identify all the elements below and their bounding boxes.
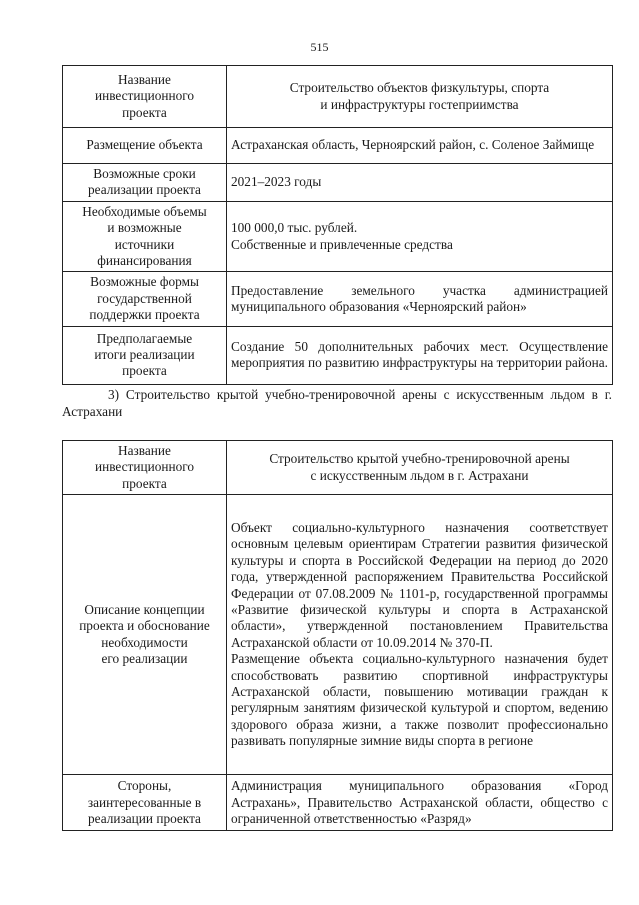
label-line: проекта [122,363,167,379]
label-line: Название [118,71,171,87]
value-text: Создание 50 дополнительных рабочих мест. Осуществление мероприятия по развитию инфраструктуры на территории района. [231,338,608,371]
row-label-cell [63,128,227,164]
header-value-cell [227,441,613,495]
section-heading: 3) Строительство крытой учебно-тренировочной арены с искусственным льдом в г. Астрахани [62,387,612,419]
value-text: Размещение объекта социально-культурного назначения будет способствовать развитию спортивной инфраструктуры Астраханской области, повышению мотивации граждан к регулярным занятиям физической культурой и спортом, ведению здорового образа жизни, а также позволит профессионально развивать популярные зимние виды спорта в регионе [231,651,608,749]
label-line: Описание концепции [84,601,205,617]
row-value-cell [227,164,613,202]
header-label-cell [63,441,227,495]
header-label-cell [63,66,227,128]
value-text: Предоставление земельного участка администрацией муниципального образования «Черноярский район» [231,282,608,315]
row-label-cell [63,272,227,326]
row-label-cell [63,201,227,272]
label-line: источники [114,236,175,252]
label-line: реализации проекта [88,182,201,198]
value-line: Строительство крытой учебно-тренировочной арены [269,451,570,467]
row-value-cell [227,272,613,326]
value-text: Объект социально-культурного назначения соответствует основным целевым ориентирам Стратегии развития физической культуры и спорта в Российской Федерации на период до 2020 года, утвержденной распоряжением Правительства Российской Федерации от 07.08.2009 № 1101-р, государственной программы «Развитие физической культуры и спорта в Астраханской области», утвержденной постановлением Правительства Астраханской области от 10.09.2014 № 370-П. [231,519,608,650]
label-line: Возможные сроки [93,166,196,181]
label-line: поддержки проекта [89,307,200,323]
row-value-cell [227,326,613,384]
value-line: и инфраструктуры гостеприимства [320,96,519,112]
label-line: проекта [122,104,167,120]
table-row [63,326,613,384]
label-line: его реализации [101,651,188,667]
row-label-cell [63,495,227,775]
label-line: Возможные формы [90,274,199,290]
label-line: государственной [97,290,192,306]
label-line: финансирования [97,253,192,269]
label-line: Стороны, [117,778,172,794]
label-line: заинтересованные в [87,794,202,810]
label-line: Необходимые объемы [82,203,207,219]
label-line: проекта и обоснование [79,618,210,634]
label-line: инвестиционного [94,88,195,104]
row-value-cell [227,495,613,775]
label-line: Предполагаемые [96,330,193,346]
header-value-cell [227,66,613,128]
row-value-cell [227,201,613,272]
label-line: итоги реализации [94,346,195,362]
table-row [63,272,613,326]
label-line: и возможные [107,220,182,236]
value-text: 2021–2023 годы [231,174,322,190]
row-value-cell [227,128,613,164]
page-number: 515 [310,40,329,54]
value-line: с искусственным льдом в г. Астрахани [310,467,529,483]
table-row [63,775,613,831]
value-text: Астраханская область, Черноярский район, с. Соленое Займище [231,137,595,153]
investment-project-table-2 [62,440,613,831]
row-label-cell [63,164,227,202]
label-line: Название [118,443,171,458]
label-line: необходимости [101,634,188,650]
row-label-cell [63,326,227,384]
table-row [63,201,613,272]
table-row-header [63,66,613,128]
value-line: Строительство объектов физкультуры, спорта [289,80,550,96]
label-line: реализации проекта [88,810,201,826]
label-line: Размещение объекта [86,137,203,153]
table-row [63,495,613,775]
label-line: инвестиционного [94,459,195,475]
investment-project-table-1 [62,65,613,385]
table-row [63,128,613,164]
table-row [63,164,613,202]
label-line: проекта [122,475,167,491]
value-text: 100 000,0 тыс. рублей. [231,220,358,236]
table-row-header [63,441,613,495]
value-text: Собственные и привлеченные средства [231,236,453,252]
row-value-cell [227,775,613,831]
row-label-cell [63,775,227,831]
value-text: Администрация муниципального образования «Город Астрахань», Правительство Астраханской области, общество с ограниченной ответственностью «Разряд» [231,778,608,826]
